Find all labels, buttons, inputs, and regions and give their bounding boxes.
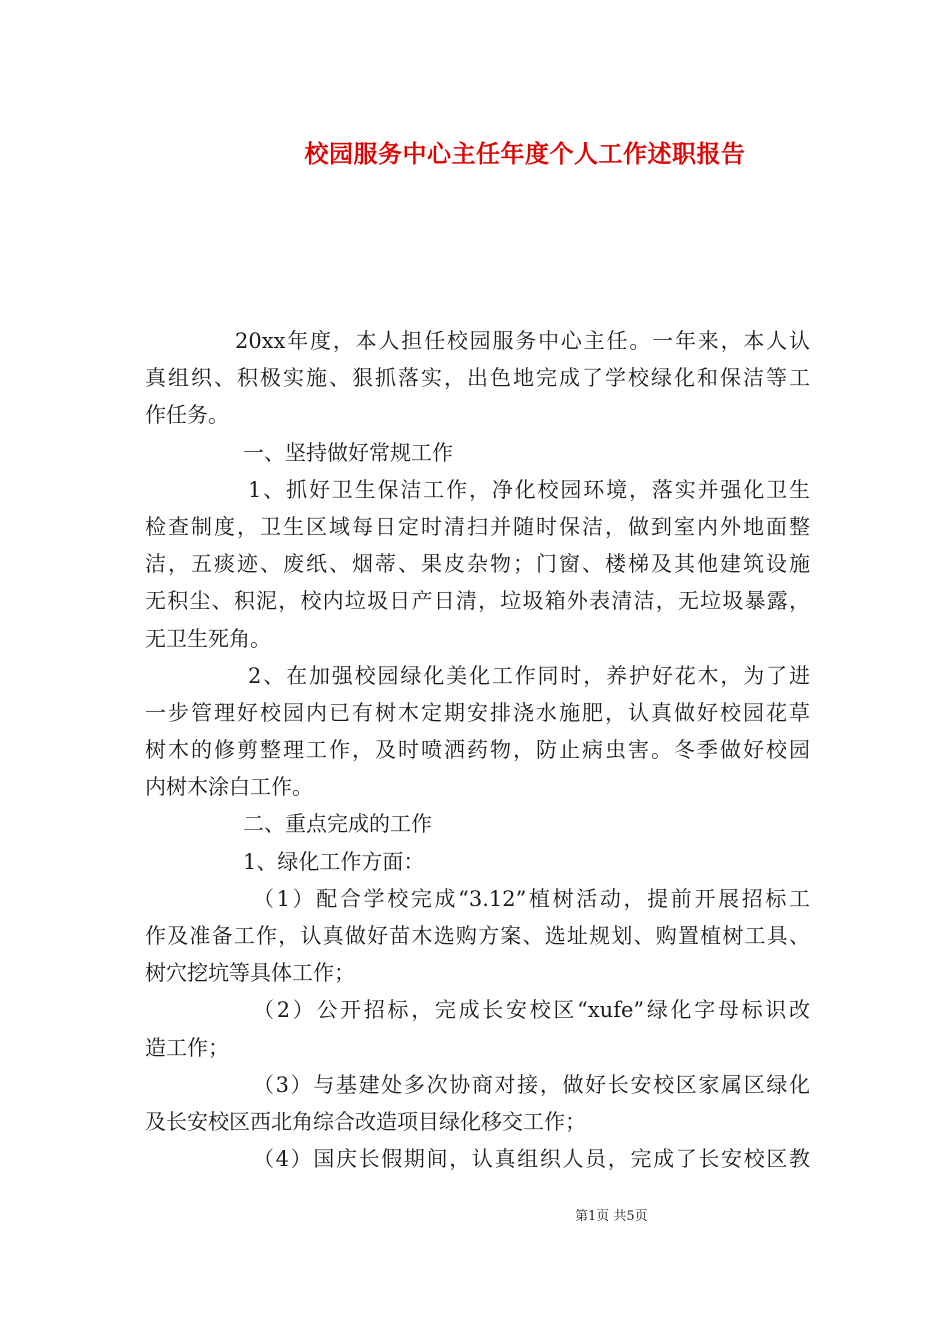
document-body [145,323,810,1178]
body-line: 树穴挖坑等具体工作； [145,961,355,986]
body-line: 真组织、积极实施、狠抓落实，出色地完成了学校绿化和保洁等工 [145,366,810,391]
body-line: 洁，五痰迹、废纸、烟蒂、果皮杂物；门窗、楼梯及其他建筑设施 [145,552,810,577]
body-line: 内树木涂白工作。 [145,775,313,800]
body-line: 一步管理好校园内已有树木定期安排浇水施肥，认真做好校园花草 [145,700,810,725]
document-title: 校园服务中心主任年度个人工作述职报告 [304,139,746,168]
page-number: 第1页 共5页 [575,1209,648,1224]
body-line: （1）配合学校完成“3.12”植树活动，提前开展招标工 [253,886,810,911]
body-line: （2）公开招标，完成长安校区“xufe”绿化字母标识改 [253,998,810,1023]
body-line: 无卫生死角。 [145,626,271,651]
body-line: 作任务。 [145,403,229,428]
body-line: 作及准备工作，认真做好苗木选购方案、选址规划、购置植树工具、 [145,924,810,948]
body-line: 检查制度，卫生区域每日定时清扫并随时保洁，做到室内外地面整 [145,514,810,539]
subsection-heading: 1、绿化工作方面： [243,849,425,874]
body-line: 无积尘、积泥，校内垃圾日产日清，垃圾箱外表清洁，无垃圾暴露， [145,589,810,614]
body-line: 20xx年度，本人担任校园服务中心主任。一年来，本人认 [235,329,810,353]
body-line: （4）国庆长假期间，认真组织人员，完成了长安校区教 [253,1147,810,1172]
body-line: （3）与基建处多次协商对接，做好长安校区家属区绿化 [253,1072,810,1097]
section-heading: 二、重点完成的工作 [243,812,432,837]
section-heading: 一、坚持做好常规工作 [243,440,453,465]
body-line: 造工作； [145,1035,229,1060]
body-line: 及长安校区西北角综合改造项目绿化移交工作； [145,1109,586,1134]
body-line: 1、抓好卫生保洁工作，净化校园环境，落实并强化卫生 [248,477,810,502]
body-line: 树木的修剪整理工作，及时喷洒药物，防止病虫害。冬季做好校园 [145,738,810,763]
body-line: 2、在加强校园绿化美化工作同时，养护好花木，为了进 [248,663,810,688]
